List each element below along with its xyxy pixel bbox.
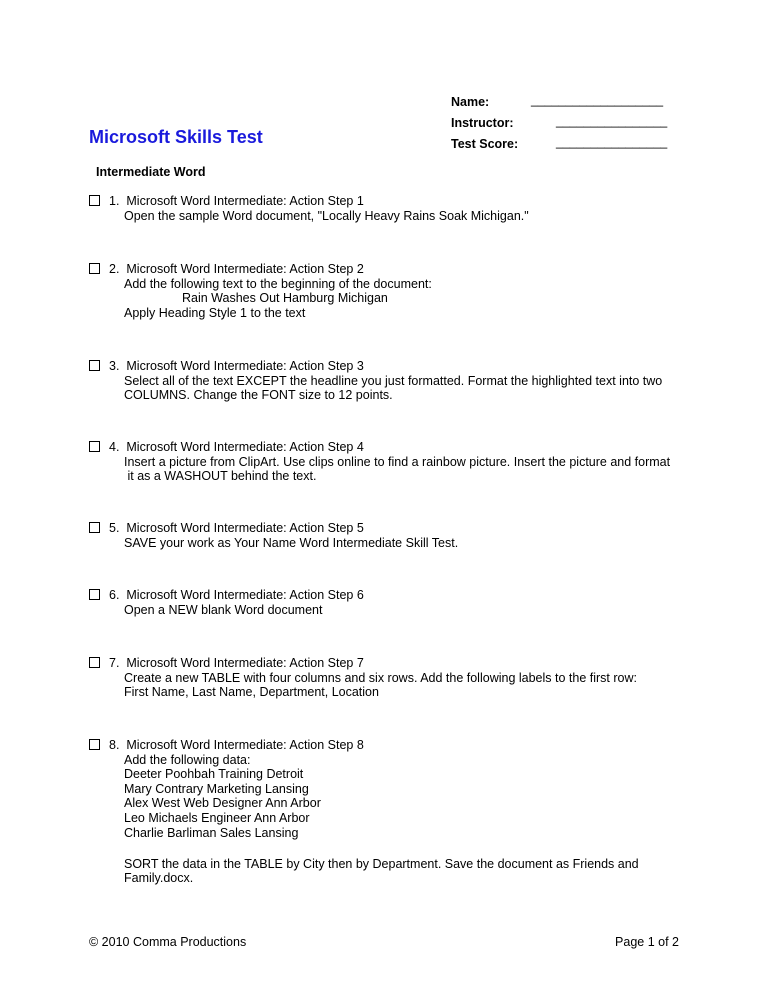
step-line: SAVE your work as Your Name Word Intermediate Skill Test. (124, 535, 459, 550)
step-line: it as a WASHOUT behind the text. (124, 469, 317, 484)
step-number: 7. (109, 656, 120, 670)
step-heading: Microsoft Word Intermediate: Action Step 8 (126, 738, 364, 752)
footer-copyright: © 2010 Comma Productions (89, 935, 247, 949)
action-step (89, 262, 432, 320)
step-checkbox[interactable] (89, 657, 100, 668)
step-line: Create a new TABLE with four columns and six rows. Add the following labels to the first row: (124, 670, 637, 685)
step-heading: Microsoft Word Intermediate: Action Step 2 (126, 262, 364, 276)
instructor-label: Instructor: (451, 116, 514, 130)
step-line: Alex West Web Designer Ann Arbor (124, 796, 321, 811)
name-label: Name: (451, 95, 490, 109)
action-step (89, 359, 662, 403)
step-line: Charlie Barliman Sales Lansing (124, 825, 299, 840)
step-number: 5. (109, 521, 120, 535)
step-line: Insert a picture from ClipArt. Use clips online to find a rainbow picture. Insert the picture and format (124, 454, 671, 469)
action-step (89, 440, 670, 484)
section-title: Intermediate Word (96, 165, 206, 179)
step-line: Add the following text to the beginning of the document: (124, 276, 432, 291)
step-checkbox[interactable] (89, 360, 100, 371)
step-checkbox[interactable] (89, 739, 100, 750)
step-heading: Microsoft Word Intermediate: Action Step 7 (126, 656, 364, 670)
step-line: Mary Contrary Marketing Lansing (124, 781, 309, 796)
step-heading: Microsoft Word Intermediate: Action Step 4 (126, 440, 364, 454)
test-score-label: Test Score: (451, 137, 519, 151)
step-heading: Microsoft Word Intermediate: Action Step 1 (126, 194, 364, 208)
step-number: 3. (109, 359, 120, 373)
step-number: 1. (109, 194, 120, 208)
name-blank[interactable]: ___________________ (531, 93, 664, 107)
step-line: Open the sample Word document, "Locally Heavy Rains Soak Michigan." (124, 208, 529, 223)
step-number: 6. (109, 588, 120, 602)
step-line: Select all of the text EXCEPT the headline you just formatted. Format the highlighted text into two (124, 373, 663, 388)
action-step (89, 738, 639, 886)
step-line: Family.docx. (124, 871, 194, 886)
instructor-blank[interactable]: ________________ (556, 114, 668, 128)
step-heading: Microsoft Word Intermediate: Action Step 5 (126, 521, 364, 535)
step-number: 4. (109, 440, 120, 454)
step-line: Open a NEW blank Word document (124, 602, 323, 617)
step-number: 2. (109, 262, 120, 276)
document-title: Microsoft Skills Test (89, 127, 263, 147)
step-line: Leo Michaels Engineer Ann Arbor (124, 810, 310, 825)
step-checkbox[interactable] (89, 522, 100, 533)
action-step (89, 194, 529, 223)
step-checkbox[interactable] (89, 263, 100, 274)
step-checkbox[interactable] (89, 441, 100, 452)
action-step (89, 588, 364, 617)
step-heading: Microsoft Word Intermediate: Action Step 3 (126, 359, 364, 373)
step-line: COLUMNS. Change the FONT size to 12 points. (124, 388, 393, 403)
step-line: SORT the data in the TABLE by City then by Department. Save the document as Friends and (124, 856, 639, 871)
step-number: 8. (109, 738, 120, 752)
step-checkbox[interactable] (89, 195, 100, 206)
action-step (89, 521, 458, 550)
action-step (89, 656, 637, 700)
step-line: First Name, Last Name, Department, Location (124, 685, 379, 700)
step-line: Deeter Poohbah Training Detroit (124, 767, 304, 782)
step-line: Rain Washes Out Hamburg Michigan (182, 291, 388, 306)
blank-line (124, 840, 639, 855)
step-checkbox[interactable] (89, 589, 100, 600)
footer-page-number: Page 1 of 2 (615, 935, 679, 949)
test-score-blank[interactable]: ________________ (556, 135, 668, 149)
step-line: Add the following data: (124, 752, 251, 767)
step-line: Apply Heading Style 1 to the text (124, 305, 306, 320)
step-heading: Microsoft Word Intermediate: Action Step 6 (126, 588, 364, 602)
